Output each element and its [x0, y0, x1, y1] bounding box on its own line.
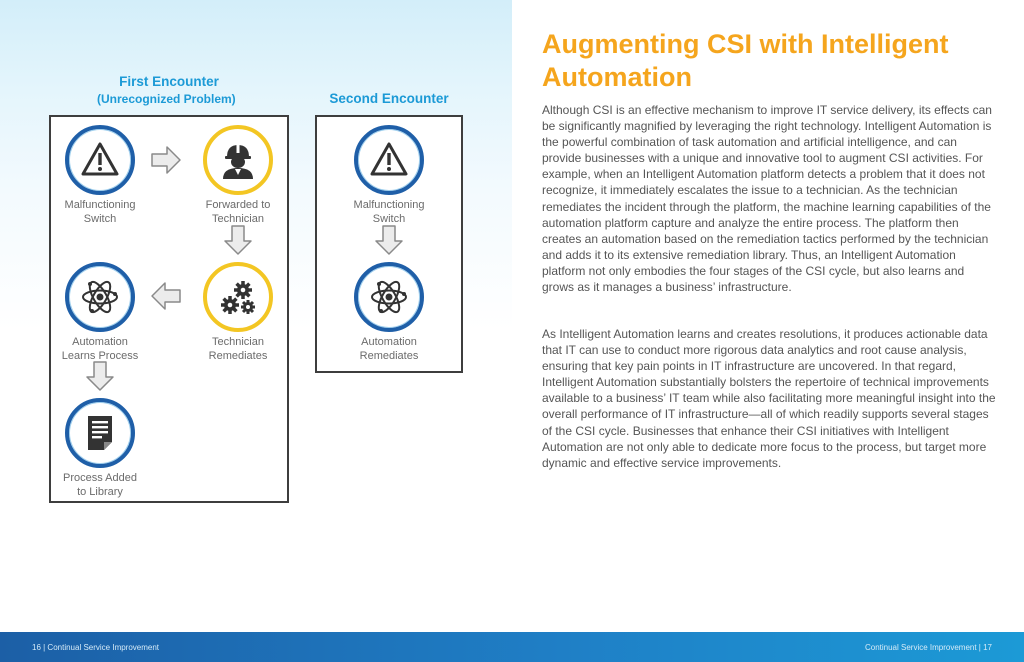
step-malfunctioning-switch	[40, 125, 160, 226]
step-second-malfunctioning-switch	[329, 125, 449, 226]
arrow-icon	[222, 224, 254, 256]
step-label: Automation Learns Process	[61, 336, 139, 362]
atom-icon	[354, 262, 424, 332]
arrow-icon	[373, 224, 405, 256]
first-encounter-title: First Encounter	[119, 74, 219, 89]
footer-left-page-number: 16 | Continual Service Improvement	[32, 643, 160, 652]
arrow-icon	[84, 360, 116, 392]
article-paragraph-1: Although CSI is an effective mechanism to improve IT service delivery, its effects can be significantly magnified by leveraging the right technology. Intelligent Automation is the powerful combination of task automation and artificial intelligence, and can provide businesses with a unique and innovative tool to augment CSI activities. For example, when an Intelligent Automation platform detects a problem that it does not recognize, it immediately escalates the issue to a technician. As the technician remediates the incident through the platform, the machine learning capabilities of the automation platform capture and analyze the entire process. The platform then creates an automation based on the remediation tactics performed by the technician and adds it to its extensive remediation library. Thus, an Intelligent Automation platform not only embodies the four stages of the CSI cycle, but also learns and grows as it manages a business’ infrastructure.	[542, 103, 992, 295]
footer-right-page-number: Continual Service Improvement | 17	[864, 643, 992, 652]
warning-icon	[65, 125, 135, 195]
step-automation-remediates	[329, 262, 449, 363]
atom-icon	[65, 262, 135, 332]
second-encounter-title: Second Encounter	[329, 91, 449, 106]
step-label: Technician Remediates	[208, 336, 268, 362]
step-label: Automation Remediates	[359, 336, 419, 362]
step-label: Forwarded to Technician	[205, 199, 271, 225]
step-technician-remediates	[178, 262, 298, 363]
step-label: Malfunctioning Switch	[353, 199, 425, 225]
document-icon	[65, 398, 135, 468]
step-forwarded-to-technician	[178, 125, 298, 226]
gears-icon	[203, 262, 273, 332]
warning-icon	[354, 125, 424, 195]
right-page	[512, 0, 1024, 632]
article-paragraph-2: As Intelligent Automation learns and creates resolutions, it produces actionable data that IT can use to conduct more rigorous data analytics and root cause analysis, ensuring that key pain points in IT infrastructure are uncovered. In that regard, Intelligent Automation substantially bolsters the repertoire of technical improvements available to a business’ IT team while also facilitating more meaningful insight into the overall performance of IT infrastructure—all of which readily supports several stages of the CSI cycle. Businesses that enhance their CSI initiatives with Intelligent Automation are not only able to dedicate more focus to the process, but target more dynamic and effective service improvements.	[542, 327, 996, 470]
step-process-added-to-library	[40, 398, 160, 499]
technician-icon	[203, 125, 273, 195]
step-label: Malfunctioning Switch	[64, 199, 136, 225]
step-automation-learns-process	[40, 262, 160, 363]
first-encounter-subtitle: (Unrecognized Problem)	[97, 92, 236, 106]
article-heading: Augmenting CSI with Intelligent Automation	[542, 29, 949, 92]
step-label: Process Added to Library	[63, 472, 137, 498]
footer-bar	[0, 632, 1024, 662]
